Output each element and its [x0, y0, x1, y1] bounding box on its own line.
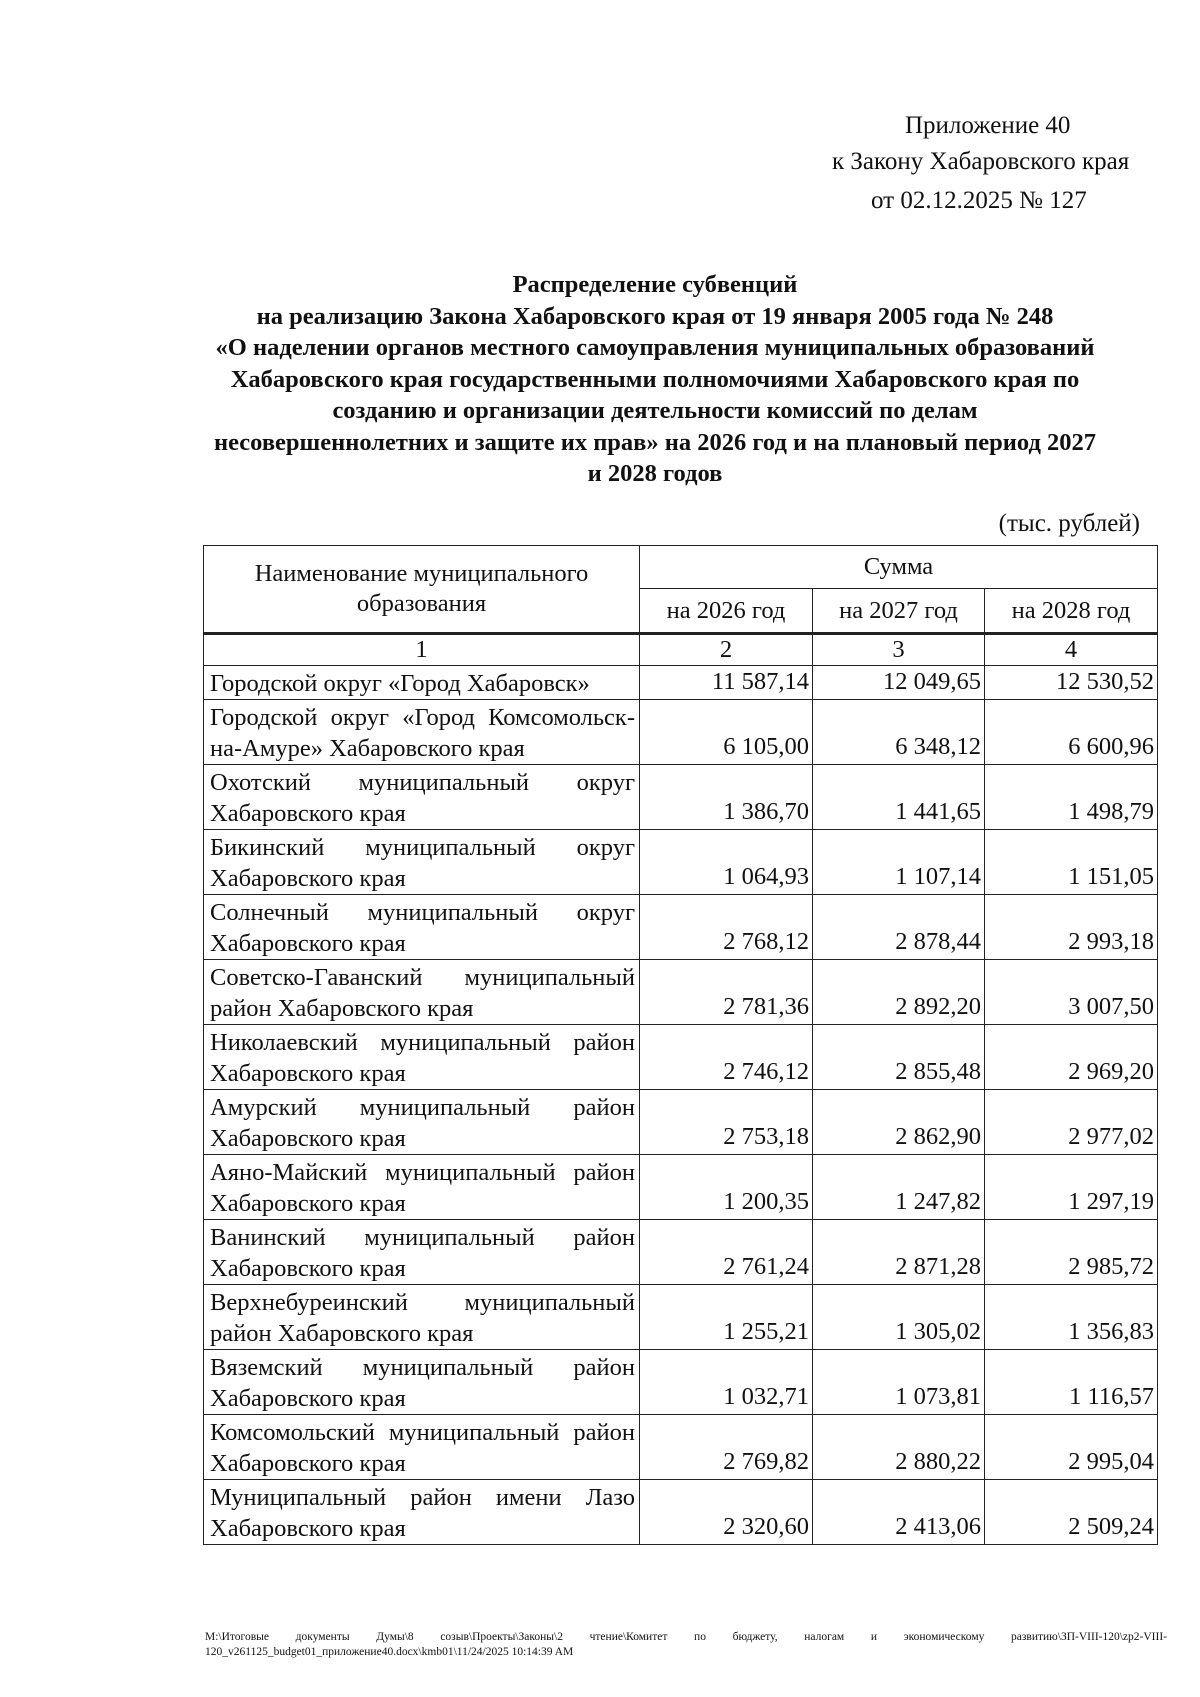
value-2028: 12 530,52	[985, 666, 1158, 700]
title-line: и 2028 годов	[587, 460, 723, 487]
value-2028: 2 995,04	[985, 1415, 1158, 1480]
value-2026: 1 255,21	[640, 1285, 813, 1350]
value-2026: 2 769,82	[640, 1415, 813, 1480]
file-path-footer: M:\Итоговые документы Думы\8 созыв\Проекты\Законы\2 чтение\Комитет по бюджету, налогам и экономическому развитию\ЗП-VIII-120\zp2-VIII-120_v261125_budget01_приложение40.docx\kmb01\11/24/2025 10:14:39 AM	[205, 1631, 1167, 1658]
value-2026: 1 032,71	[640, 1350, 813, 1415]
value-2027: 1 441,65	[813, 765, 985, 830]
value-2026: 2 781,36	[640, 960, 813, 1025]
column-number: 2	[640, 634, 813, 666]
value-2027: 1 305,02	[813, 1285, 985, 1350]
header-municipality: Наименование муниципального образования	[204, 546, 640, 634]
table-row	[204, 1220, 1158, 1285]
value-2026: 1 386,70	[640, 765, 813, 830]
document-title	[180, 269, 1130, 490]
value-2027: 2 871,28	[813, 1220, 985, 1285]
municipality-name: Охотский муниципальный округ Хабаровского края	[204, 765, 640, 830]
value-2027: 1 073,81	[813, 1350, 985, 1415]
table-row	[204, 1090, 1158, 1155]
value-2028: 2 969,20	[985, 1025, 1158, 1090]
value-2028: 1 297,19	[985, 1155, 1158, 1220]
value-2027: 1 107,14	[813, 830, 985, 895]
municipality-name: Ванинский муниципальный район Хабаровского края	[204, 1220, 640, 1285]
municipality-name: Городской округ «Город Хабаровск»	[204, 666, 640, 700]
value-2027: 2 878,44	[813, 895, 985, 960]
municipality-name: Муниципальный район имени Лазо Хабаровского края	[204, 1480, 640, 1545]
value-2027: 1 247,82	[813, 1155, 985, 1220]
title-line: несовершеннолетних и защите их прав» на 2026 год и на плановый период 2027	[214, 428, 1096, 456]
header-year-2027: на 2027 год	[813, 589, 985, 634]
value-2026: 1 064,93	[640, 830, 813, 895]
value-2028: 1 498,79	[985, 765, 1158, 830]
column-number: 3	[813, 634, 985, 666]
table-row	[204, 700, 1158, 765]
municipality-name: Вяземский муниципальный район Хабаровского края	[204, 1350, 640, 1415]
table-row	[204, 765, 1158, 830]
table-row	[204, 1350, 1158, 1415]
appendix-number: Приложение 40	[905, 112, 1071, 139]
table-row	[204, 1025, 1158, 1090]
subvention-table	[203, 545, 1158, 1545]
municipality-name: Советско-Гаванский муниципальный район Хабаровского края	[204, 960, 640, 1025]
municipality-name: Николаевский муниципальный район Хабаровского края	[204, 1025, 640, 1090]
value-2027: 2 880,22	[813, 1415, 985, 1480]
municipality-name: Комсомольский муниципальный район Хабаровского края	[204, 1415, 640, 1480]
municipality-name: Амурский муниципальный район Хабаровского края	[204, 1090, 640, 1155]
table-row	[204, 1480, 1158, 1545]
value-2026: 2 768,12	[640, 895, 813, 960]
appendix-date: от 02.12.2025 № 127	[871, 187, 1087, 214]
value-2026: 2 761,24	[640, 1220, 813, 1285]
title-line: Распределение субвенций	[512, 271, 798, 298]
title-line: «О наделении органов местного самоуправления муниципальных образований	[215, 334, 1095, 361]
value-2026: 6 105,00	[640, 700, 813, 765]
value-2026: 2 746,12	[640, 1025, 813, 1090]
column-number: 4	[985, 634, 1158, 666]
value-2028: 1 116,57	[985, 1350, 1158, 1415]
title-line: на реализацию Закона Хабаровского края от 19 января 2005 года № 248	[256, 302, 1054, 330]
value-2028: 2 977,02	[985, 1090, 1158, 1155]
municipality-name: Бикинский муниципальный округ Хабаровского края	[204, 830, 640, 895]
value-2027: 6 348,12	[813, 700, 985, 765]
value-2028: 1 151,05	[985, 830, 1158, 895]
municipality-name: Городской округ «Город Комсомольск-на-Амуре» Хабаровского края	[204, 700, 640, 765]
units-label: (тыс. рублей)	[998, 510, 1140, 537]
municipality-name: Верхнебуреинский муниципальный район Хабаровского края	[204, 1285, 640, 1350]
value-2028: 2 993,18	[985, 895, 1158, 960]
table-row	[204, 895, 1158, 960]
appendix-law-ref: к Закону Хабаровского края	[832, 148, 1130, 175]
value-2026: 1 200,35	[640, 1155, 813, 1220]
value-2028: 6 600,96	[985, 700, 1158, 765]
value-2027: 2 892,20	[813, 960, 985, 1025]
table-row	[204, 960, 1158, 1025]
table-row	[204, 1415, 1158, 1480]
value-2027: 2 862,90	[813, 1090, 985, 1155]
value-2027: 2 855,48	[813, 1025, 985, 1090]
value-2026: 2 753,18	[640, 1090, 813, 1155]
municipality-name: Аяно-Майский муниципальный район Хабаровского края	[204, 1155, 640, 1220]
value-2028: 1 356,83	[985, 1285, 1158, 1350]
value-2026: 2 320,60	[640, 1480, 813, 1545]
value-2028: 3 007,50	[985, 960, 1158, 1025]
value-2027: 2 413,06	[813, 1480, 985, 1545]
value-2028: 2 509,24	[985, 1480, 1158, 1545]
title-line: Хабаровского края государственными полномочиями Хабаровского края по	[230, 365, 1080, 393]
municipality-name: Солнечный муниципальный округ Хабаровского края	[204, 895, 640, 960]
header-sum: Сумма	[640, 546, 1158, 589]
header-year-2026: на 2026 год	[640, 589, 813, 634]
table-row	[204, 1155, 1158, 1220]
table-row	[204, 1285, 1158, 1350]
value-2028: 2 985,72	[985, 1220, 1158, 1285]
column-number: 1	[204, 634, 640, 666]
header-year-2028: на 2028 год	[985, 589, 1158, 634]
table-row	[204, 830, 1158, 895]
value-2026: 11 587,14	[640, 666, 813, 700]
value-2027: 12 049,65	[813, 666, 985, 700]
table-row	[204, 666, 1158, 700]
column-numbers-row	[204, 634, 1158, 666]
title-line: созданию и организации деятельности комиссий по делам	[332, 397, 978, 424]
